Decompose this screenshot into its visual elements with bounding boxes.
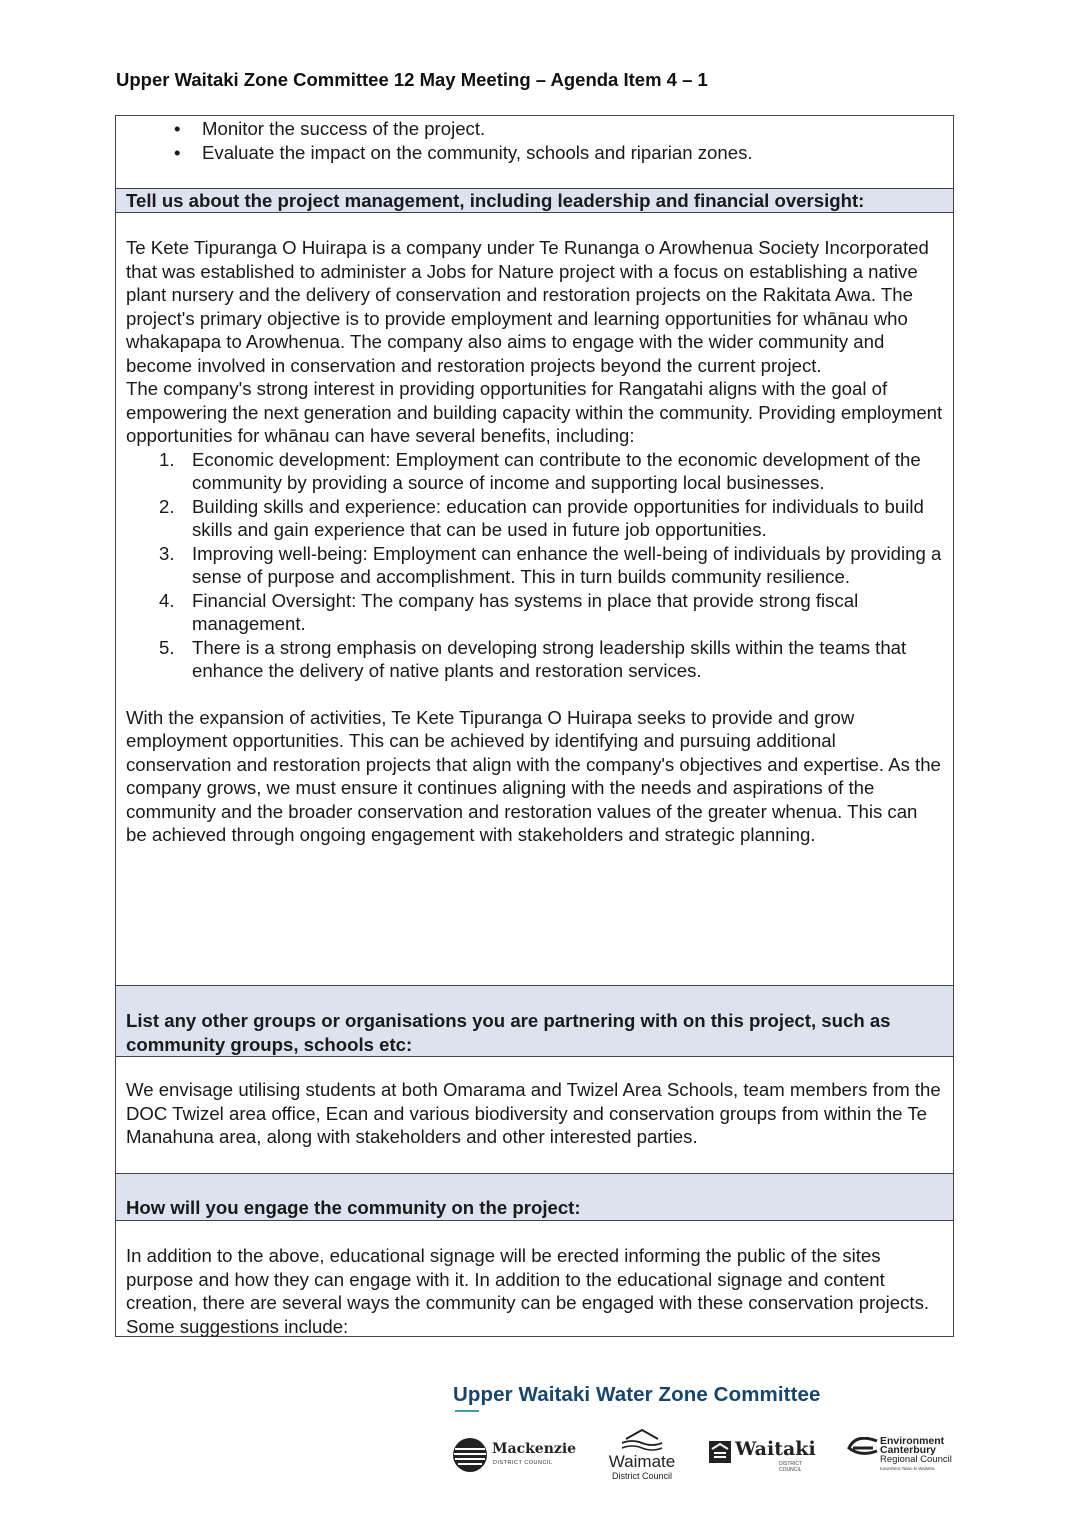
page-title: Upper Waitaki Zone Committee 12 May Meeting – Agenda Item 4 – 1 bbox=[116, 69, 708, 90]
partners-heading: List any other groups or organisations you are partnering with on this project, such as community groups, schools etc: bbox=[116, 985, 953, 1056]
list-item: 4. Financial Oversight: The company has systems in place that provide strong fiscal management. bbox=[159, 589, 859, 634]
waimate-logo: Waimate District Council bbox=[597, 1427, 687, 1483]
footer-accent-rule bbox=[455, 1410, 479, 1412]
management-section bbox=[116, 212, 953, 985]
management-heading: Tell us about the project management, including leadership and financial oversight: bbox=[116, 188, 953, 212]
mackenzie-emblem-icon bbox=[452, 1437, 488, 1473]
footer-committee-title: Upper Waitaki Water Zone Committee bbox=[453, 1383, 821, 1406]
list-item: 1. Economic development: Employment can contribute to the economic development of the community by providing a source of income and supporting local businesses. bbox=[159, 448, 921, 493]
list-item: 3. Improving well-being: Employment can enhance the well-being of individuals by providing a sense of purpose and accomplishment. This in turn builds community resilience. bbox=[159, 542, 942, 587]
engagement-heading: How will you engage the community on the project: bbox=[116, 1173, 953, 1220]
bullet-item: • Evaluate the impact on the community, schools and riparian zones. bbox=[174, 141, 943, 165]
application-form-table bbox=[115, 115, 954, 1337]
engagement-text: In addition to the above, educational signage will be erected informing the public of the sites purpose and how they can engage with it. In addition to the educational signage and content creation, there are several ways the community can be engaged with these conservation projects. Some suggestions include: bbox=[126, 1245, 930, 1337]
partners-section bbox=[116, 1056, 953, 1173]
mackenzie-logo: Mackenzie DISTRICT COUNCIL bbox=[452, 1436, 582, 1476]
management-paragraph-3: With the expansion of activities, Te Kete Tipuranga O Huirapa seeks to provide and grow employment opportunities. This can be achieved by identifying and pursuing additional conservation and restoration projects that align with the company's objectives and expertise. As the company grows, we must ensure it continues aligning with the needs and aspirations of the community and the broader conservation and restoration values of the greater whenua. This can be achieved through ongoing engagement with stakeholders and strategic planning. bbox=[126, 706, 941, 845]
list-item: 2. Building skills and experience: education can provide opportunities for individuals to build skills and gain experience that can be used in future job opportunities. bbox=[159, 495, 924, 540]
waimate-emblem-icon bbox=[612, 1427, 672, 1451]
monitoring-section bbox=[116, 116, 953, 188]
benefits-list bbox=[126, 448, 943, 683]
management-paragraph-2: The company's strong interest in providing opportunities for Rangatahi aligns with the goal of empowering the next generation and building capacity within the community. Providing employment opportunities for whānau can have several benefits, including: bbox=[126, 378, 943, 446]
partners-text: We envisage utilising students at both Omarama and Twizel Area Schools, team members from the DOC Twizel area office, Ecan and various biodiversity and conservation groups from within the Te Manahuna area, along with stakeholders and other interested parties. bbox=[126, 1079, 941, 1147]
management-paragraph-1: Te Kete Tipuranga O Huirapa is a company under Te Runanga o Arowhenua Society Incorporated that was established to administer a Jobs for Nature project with a focus on establishing a native plant nursery and the delivery of conservation and restoration projects on the Rakitata Awa. The project's primary objective is to provide employment and learning opportunities for whānau who whakapapa to Arowhenua. The company also aims to engage with the wider community and become involved in conservation and restoration projects beyond the current project. bbox=[126, 237, 929, 376]
ecan-logo: Environment Canterbury Regional Council Kaunihera Taiao ki Waitaha bbox=[846, 1436, 961, 1476]
monitoring-bullet-list bbox=[126, 117, 943, 164]
waitaki-logo: Waitaki DISTRICT COUNCIL bbox=[709, 1438, 824, 1470]
bullet-item: • Monitor the success of the project. bbox=[174, 117, 943, 141]
engagement-section bbox=[116, 1220, 953, 1336]
ecan-emblem-icon bbox=[846, 1437, 880, 1459]
waitaki-emblem-icon bbox=[709, 1441, 731, 1463]
list-item: 5. There is a strong emphasis on developing strong leadership skills within the teams that enhance the delivery of native plants and restoration services. bbox=[159, 636, 907, 681]
